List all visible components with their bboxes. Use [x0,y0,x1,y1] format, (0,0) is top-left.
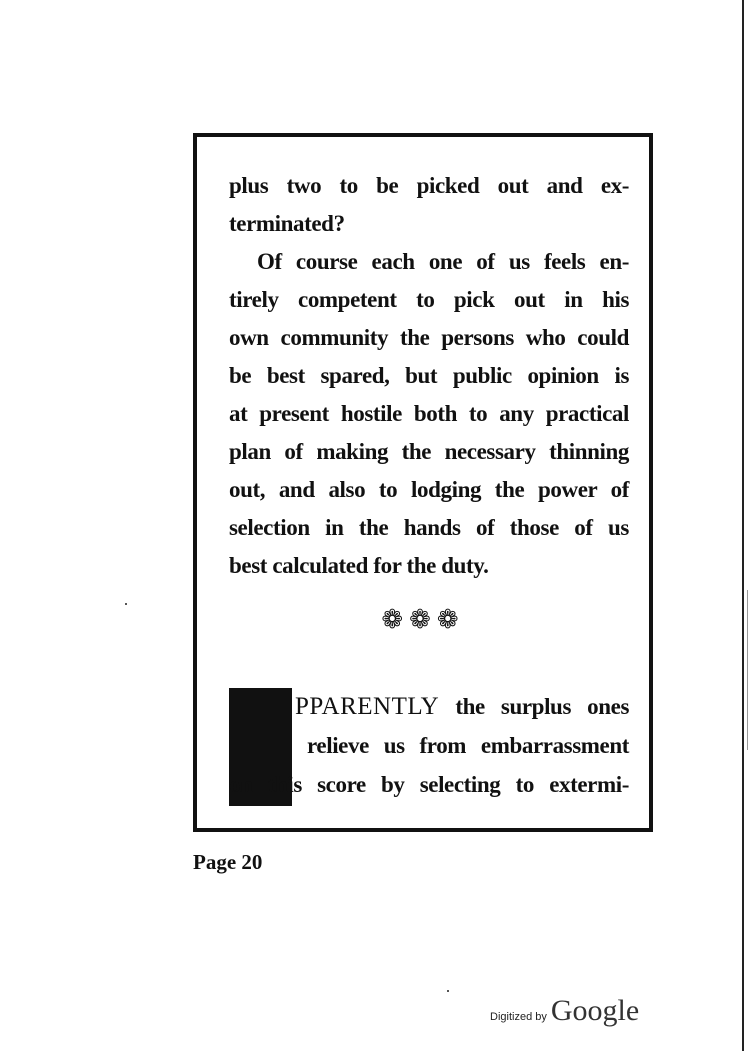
scan-speck [125,603,127,605]
lead-caps: PPARENTLY [295,693,440,720]
google-logo: Google [550,994,640,1027]
text-line: at present hostile both to any practical [229,401,629,426]
body-text [229,167,629,585]
text-line: plus two to be picked out and ex- [229,173,629,198]
text-line: Of course each one of us feels en- [257,249,629,274]
text-line: be best spared, but public opinion is [229,363,629,388]
scan-edge-secondary [747,590,748,750]
text-line: plan of making the necessary thinning [229,439,629,464]
text-line: selection in the hands of those of us [229,515,629,540]
paragraph-with-drop-cap [229,687,629,804]
text-line [229,687,629,726]
watermark-prefix: Digitized by [490,1011,547,1023]
text-line: best calculated for the duty. [229,553,489,578]
scan-speck [447,990,449,992]
page-number: Page 20 [193,850,263,874]
digitized-watermark [490,994,639,1028]
text-line: tirely competent to pick out in his [229,287,629,312]
text-line: relieve us from embarrassment [307,733,629,758]
text-line: own community the persons who could [229,325,629,350]
text-line: terminated? [229,211,345,236]
ornament-divider: ❁❁❁ [381,605,465,635]
text-frame [193,133,653,832]
scan-edge [742,0,744,1051]
text-line: on this score by selecting to extermi- [229,772,629,797]
line-rest: the surplus ones [455,694,629,719]
text-line: out, and also to lodging the power of [229,477,629,502]
